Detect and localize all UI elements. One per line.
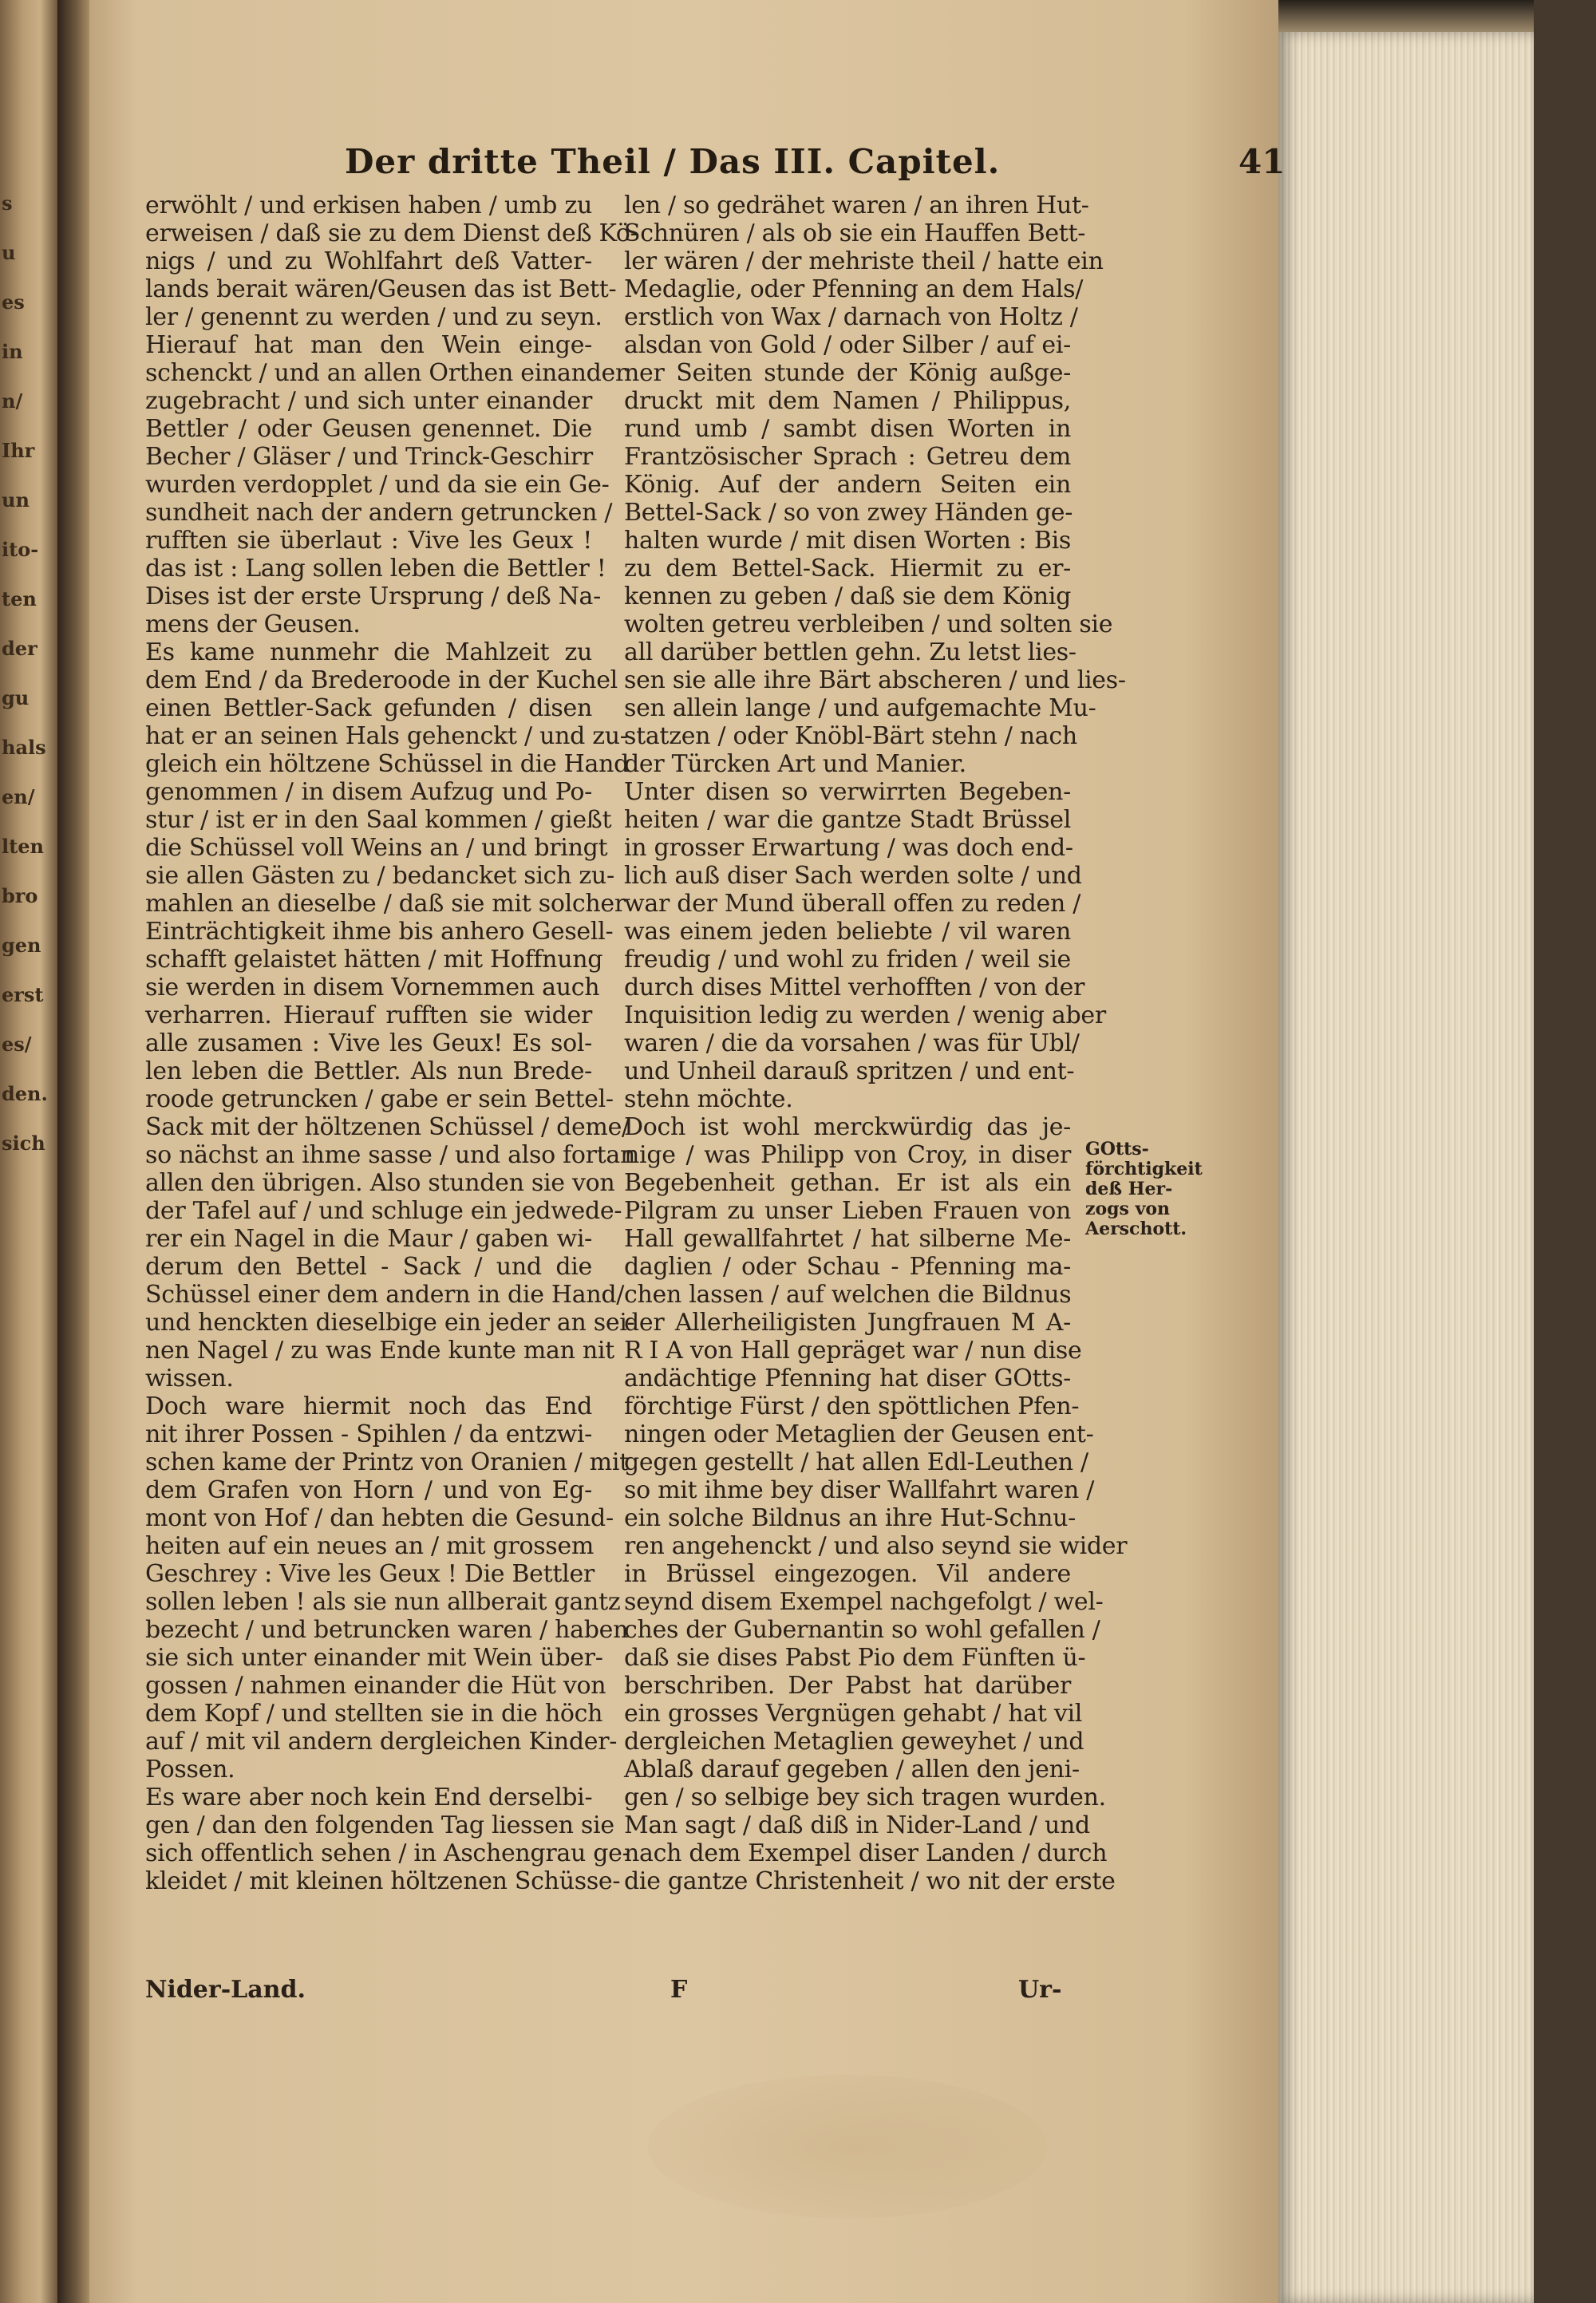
text-line: ches der Gubernantin so wohl gefallen /: [624, 1616, 1100, 1644]
text-line: ner Seiten stunde der König außge-: [624, 359, 1071, 387]
text-line: stur / ist er in den Saal kommen / gießt: [145, 806, 612, 834]
text-line: verharren. Hierauf rufften sie wider: [145, 1001, 592, 1029]
text-line: in Brüssel eingezogen. Vil andere: [624, 1560, 1071, 1588]
marginal-note-line: GOtts-: [1085, 1139, 1149, 1159]
facing-page-fragment: gu: [2, 686, 30, 709]
marginal-note-line: deß Her-: [1085, 1179, 1173, 1199]
text-line: war der Mund überall offen zu reden /: [624, 890, 1081, 918]
text-line: ler wären / der mehriste theil / hatte ein: [624, 247, 1104, 275]
text-line: Dises ist der erste Ursprung / deß Na-: [145, 583, 601, 610]
text-line: ein grosses Vergnügen gehabt / hat vil: [624, 1700, 1083, 1728]
page-content: [89, 0, 1286, 2303]
text-line: Man sagt / daß diß in Nider-Land / und: [624, 1811, 1090, 1839]
text-line: auf / mit vil andern dergleichen Kinder-: [145, 1728, 618, 1756]
facing-page-fragment: lten: [2, 835, 44, 858]
text-line: Pilgram zu unser Lieben Frauen von: [624, 1197, 1071, 1225]
text-line: Schnüren / als ob sie ein Hauffen Bett-: [624, 219, 1086, 247]
text-line: sie sich unter einander mit Wein über-: [145, 1644, 603, 1672]
facing-page-fragment: es: [2, 290, 25, 314]
text-line: len leben die Bettler. Als nun Brede-: [145, 1057, 592, 1085]
text-line: förchtige Fürst / den spöttlichen Pfen-: [624, 1392, 1080, 1420]
facing-page-fragment: n/: [2, 389, 23, 413]
text-line: heiten auf ein neues an / mit grossem: [145, 1532, 594, 1560]
text-line: erweisen / daß sie zu dem Dienst deß Kö-: [145, 219, 638, 247]
facing-page-fragment: u: [2, 241, 16, 264]
catchword-right: Ur-: [1018, 1976, 1062, 2004]
text-line: Einträchtigkeit ihme bis anhero Gesell-: [145, 918, 614, 946]
text-line: zugebracht / und sich unter einander: [145, 387, 592, 415]
running-title: Der dritte Theil / Das III. Capitel.: [345, 142, 1001, 181]
marginal-note-line: förchtigkeit: [1085, 1159, 1203, 1179]
text-line: ningen oder Metaglien der Geusen ent-: [624, 1420, 1094, 1448]
text-line: dem End / da Brederoode in der Kuchel: [145, 666, 618, 694]
text-line: rer ein Nagel in die Maur / gaben wi-: [145, 1225, 592, 1253]
text-line: schafft gelaistet hätten / mit Hoffnung: [145, 946, 603, 974]
text-line: kennen zu geben / daß sie dem König: [624, 583, 1071, 610]
text-line: mont von Hof / dan hebten die Gesund-: [145, 1504, 614, 1532]
page-footer: [145, 1976, 1183, 2008]
text-line: dem Grafen von Horn / und von Eg-: [145, 1476, 592, 1504]
text-line: der Allerheiligisten Jungfrauen M A-: [624, 1309, 1071, 1337]
text-line: gossen / nahmen einander die Hüt von: [145, 1672, 606, 1700]
text-line: len / so gedrähet waren / an ihren Hut-: [624, 192, 1089, 219]
backdrop: [1534, 0, 1596, 2303]
text-line: und henckten dieselbige ein jeder an sei-: [145, 1309, 635, 1337]
text-line: wolten getreu verbleiben / und solten sie: [624, 610, 1113, 638]
text-line: mens der Geusen.: [145, 610, 361, 638]
text-line: rund umb / sambt disen Worten in: [624, 415, 1071, 443]
text-line: sundheit nach der andern getruncken /: [145, 499, 613, 527]
text-line: halten wurde / mit disen Worten : Bis: [624, 527, 1071, 555]
page-block-shadow: [1278, 0, 1534, 32]
text-line: hat er an seinen Hals gehenckt / und zu-: [145, 722, 628, 750]
text-line: dem Kopf / und stellten sie in die höch: [145, 1700, 603, 1728]
text-line: derum den Bettel - Sack / und die: [145, 1253, 592, 1281]
facing-page-fragment: ten: [2, 587, 37, 610]
facing-page-fragment: hals: [2, 736, 46, 759]
text-line: daglien / oder Schau - Pfenning ma-: [624, 1253, 1071, 1281]
text-line: sen allein lange / und aufgemachte Mu-: [624, 694, 1096, 722]
text-line: seynd disem Exempel nachgefolgt / wel-: [624, 1588, 1104, 1616]
text-line: die gantze Christenheit / wo nit der erste: [624, 1867, 1116, 1895]
text-line: andächtige Pfenning hat diser GOtts-: [624, 1365, 1071, 1392]
left-page-edge: [0, 0, 57, 2303]
text-line: Bettler / oder Geusen genennet. Die: [145, 415, 592, 443]
text-line: Geschrey : Vive les Geux ! Die Bettler: [145, 1560, 595, 1588]
text-line: ler / genennt zu werden / und zu seyn.: [145, 303, 602, 331]
text-line: druckt mit dem Namen / Philippus,: [624, 387, 1071, 415]
facing-page-fragment: sich: [2, 1132, 45, 1155]
text-line: in grosser Erwartung / was doch end-: [624, 834, 1073, 862]
text-line: statzen / oder Knöbl-Bärt stehn / nach: [624, 722, 1077, 750]
text-line: und Unheil darauß spritzen / und ent-: [624, 1057, 1075, 1085]
marginal-note-line: zogs von: [1085, 1199, 1171, 1219]
text-line: Inquisition ledig zu werden / wenig aber: [624, 1001, 1106, 1029]
text-line: gegen gestellt / hat allen Edl-Leuthen /: [624, 1448, 1088, 1476]
text-line: gen / dan den folgenden Tag liessen sie: [145, 1811, 614, 1839]
text-line: Doch ware hiermit noch das End: [145, 1392, 592, 1420]
text-line: schenckt / und an allen Orthen einander: [145, 359, 627, 387]
text-line: daß sie dises Pabst Pio dem Fünften ü-: [624, 1644, 1086, 1672]
text-line: sen sie alle ihre Bärt abscheren / und lies-: [624, 666, 1126, 694]
text-line: einen Bettler-Sack gefunden / disen: [145, 694, 592, 722]
text-line: Becher / Gläser / und Trinck-Geschirr: [145, 443, 593, 471]
text-line: Begebenheit gethan. Er ist als ein: [624, 1169, 1071, 1197]
text-line: roode getruncken / gabe er sein Bettel-: [145, 1085, 614, 1113]
running-header: [345, 142, 1382, 190]
text-line: alle zusamen : Vive les Geux! Es sol-: [145, 1029, 592, 1057]
page-block-edges: [1278, 32, 1534, 2303]
facing-page-fragment: Ihr: [2, 439, 35, 462]
text-line: König. Auf der andern Seiten ein: [624, 471, 1071, 499]
text-line: mahlen an dieselbe / daß sie mit solcher: [145, 890, 626, 918]
text-line: freudig / und wohl zu friden / weil sie: [624, 946, 1071, 974]
text-line: was einem jeden beliebte / vil waren: [624, 918, 1071, 946]
text-line: Medaglie, oder Pfenning an dem Hals/: [624, 275, 1084, 303]
text-line: nige / was Philipp von Croy, in diser: [624, 1141, 1071, 1169]
text-line: sollen leben ! als sie nun allberait gantz: [145, 1588, 621, 1616]
signature-mark: F: [670, 1976, 688, 2004]
text-line: der Tafel auf / und schluge ein jedwede-: [145, 1197, 622, 1225]
book-gutter: [57, 0, 89, 2303]
text-line: ren angehenckt / und also seynd sie wider: [624, 1532, 1128, 1560]
catchword-left: Nider-Land.: [145, 1976, 306, 2004]
text-line: lands berait wären/Geusen das ist Bett-: [145, 275, 617, 303]
text-line: lich auß diser Sach werden solte / und: [624, 862, 1082, 890]
text-line: erwöhlt / und erkisen haben / umb zu: [145, 192, 592, 219]
text-line: Ablaß darauf gegeben / allen den jeni-: [624, 1756, 1080, 1784]
text-line: Es kame nunmehr die Mahlzeit zu: [145, 638, 592, 666]
text-line: der Türcken Art und Manier.: [624, 750, 966, 778]
text-line: rufften sie überlaut : Vive les Geux !: [145, 527, 592, 555]
text-line: alsdan von Gold / oder Silber / auf ei-: [624, 331, 1071, 359]
text-line: bezecht / und betruncken waren / haben: [145, 1616, 629, 1644]
text-line: chen lassen / auf welchen die Bildnus: [624, 1281, 1072, 1309]
facing-page-fragment: in: [2, 340, 23, 363]
text-line: stehn möchte.: [624, 1085, 793, 1113]
text-line: wissen.: [145, 1365, 234, 1392]
text-line: nen Nagel / zu was Ende kunte man nit: [145, 1337, 614, 1365]
text-line: R I A von Hall gepräget war / nun dise: [624, 1337, 1082, 1365]
text-line: zu dem Bettel-Sack. Hiermit zu er-: [624, 555, 1071, 583]
marginal-note-line: Aerschott.: [1085, 1219, 1187, 1239]
text-line: nach dem Exempel diser Landen / durch: [624, 1839, 1108, 1867]
text-line: sie werden in disem Vornemmen auch: [145, 974, 600, 1001]
facing-page-fragment: en/: [2, 785, 35, 808]
facing-page-fragment: bro: [2, 884, 38, 907]
text-line: Schüssel einer dem andern in die Hand/: [145, 1281, 625, 1309]
paper-stain: [648, 2075, 1047, 2218]
text-line: gen / so selbige bey sich tragen wurden.: [624, 1784, 1106, 1811]
facing-page-fragment: ito-: [2, 538, 39, 561]
text-line: dergleichen Metaglien geweyhet / und: [624, 1728, 1084, 1756]
text-line: die Schüssel voll Weins an / und bringt: [145, 834, 608, 862]
text-line: erstlich von Wax / darnach von Holtz /: [624, 303, 1078, 331]
text-line: durch dises Mittel verhofften / von der: [624, 974, 1085, 1001]
text-line: Possen.: [145, 1756, 235, 1784]
facing-page-fragment: s: [2, 192, 13, 215]
text-line: waren / die da vorsahen / was für Ubl/: [624, 1029, 1080, 1057]
facing-page-fragment: es/: [2, 1033, 32, 1056]
facing-page-fragment: den.: [2, 1082, 48, 1105]
text-line: das ist : Lang sollen leben die Bettler !: [145, 555, 606, 583]
text-line: Bettel-Sack / so von zwey Händen ge-: [624, 499, 1073, 527]
facing-page-fragment: der: [2, 637, 38, 660]
text-line: nigs / und zu Wohlfahrt deß Vatter-: [145, 247, 592, 275]
text-line: Hierauf hat man den Wein einge-: [145, 331, 592, 359]
text-line: Frantzösischer Sprach : Getreu dem: [624, 443, 1071, 471]
text-line: kleidet / mit kleinen höltzenen Schüsse-: [145, 1867, 621, 1895]
page-number: 41: [1238, 142, 1286, 181]
left-text-column: [145, 192, 638, 1895]
text-line: allen den übrigen. Also stunden sie von: [145, 1169, 615, 1197]
facing-page-fragment: gen: [2, 934, 41, 957]
text-line: heiten / war die gantze Stadt Brüssel: [624, 806, 1071, 834]
text-line: gleich ein höltzene Schüssel in die Hand: [145, 750, 630, 778]
text-line: all darüber bettlen gehn. Zu letst lies-: [624, 638, 1077, 666]
text-line: schen kame der Printz von Oranien / mit: [145, 1448, 629, 1476]
text-line: nit ihrer Possen - Spihlen / da entzwi-: [145, 1420, 592, 1448]
text-line: so nächst an ihme sasse / und also fortan: [145, 1141, 636, 1169]
text-line: wurden verdopplet / und da sie ein Ge-: [145, 471, 610, 499]
text-line: Unter disen so verwirrten Begeben-: [624, 778, 1071, 806]
facing-page-fragment: un: [2, 488, 30, 512]
text-line: sich offentlich sehen / in Aschengrau ge-: [145, 1839, 630, 1867]
text-line: ein solche Bildnus an ihre Hut-Schnu-: [624, 1504, 1077, 1532]
text-line: so mit ihme bey diser Wallfahrt waren /: [624, 1476, 1095, 1504]
text-line: Doch ist wohl merckwürdig das je-: [624, 1113, 1071, 1141]
text-line: Hall gewallfahrtet / hat silberne Me-: [624, 1225, 1071, 1253]
text-line: Sack mit der höltzenen Schüssel / deme/: [145, 1113, 630, 1141]
text-line: genommen / in disem Aufzug und Po-: [145, 778, 592, 806]
text-line: sie allen Gästen zu / bedancket sich zu-: [145, 862, 614, 890]
marginal-note: [1085, 1140, 1205, 1239]
facing-page-fragment: erst: [2, 983, 44, 1006]
text-line: Es ware aber noch kein End derselbi-: [145, 1784, 593, 1811]
text-line: berschriben. Der Pabst hat darüber: [624, 1672, 1071, 1700]
